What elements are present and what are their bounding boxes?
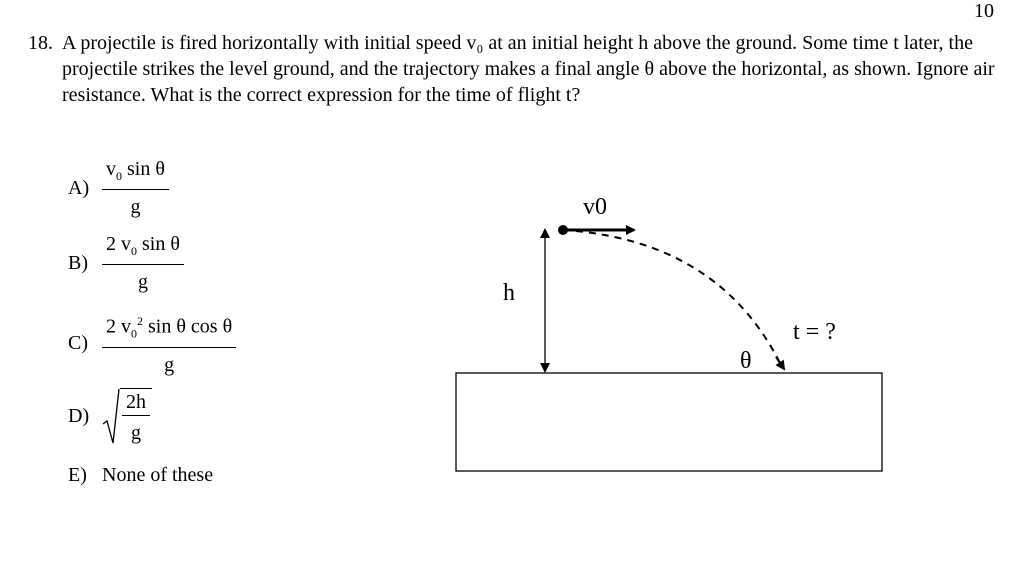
choice-b-numerator: 2 $v_0$ sin θ — [102, 233, 184, 265]
time-label: t = ? — [793, 319, 836, 345]
angle-label: θ — [740, 348, 752, 374]
height-label: h — [503, 280, 515, 306]
choice-e-text: None of these — [102, 464, 214, 486]
choice-b-denominator: g — [137, 271, 148, 293]
page-number: 10 — [974, 0, 994, 22]
trajectory-path — [563, 230, 782, 367]
choice-a-numerator: $v_0$ sin θ — [102, 158, 169, 190]
choice-a-letter: A) — [68, 177, 90, 199]
choice-d-numerator: 2h — [122, 391, 150, 416]
trajectory-end-arrow — [776, 357, 784, 369]
velocity-label: v0 — [583, 194, 607, 220]
ground-block — [456, 373, 882, 471]
choice-c-denominator: g — [164, 353, 175, 376]
choice-c-letter: C) — [68, 331, 88, 354]
projectile-dot — [558, 225, 568, 235]
question-number: 18. — [28, 32, 53, 54]
choice-d-denominator: g — [131, 422, 141, 444]
choice-b-letter: B) — [68, 252, 88, 274]
choice-e-letter: E) — [68, 464, 87, 486]
question-text: A projectile is fired horizontally with initial speed v₀ at an initial height h above the ground. Some time t later, the projectile strikes the level ground, and the trajectory makes a final angle θ above the horizontal, as shown. Ignore air resistance. What is the correct expression for the time of flight t? — [62, 32, 995, 106]
choice-d-letter: D) — [68, 405, 90, 427]
choice-c-numerator: 2 $v_0^2$ sin θ cos θ — [102, 310, 236, 348]
choice-a-denominator: g — [130, 196, 141, 218]
